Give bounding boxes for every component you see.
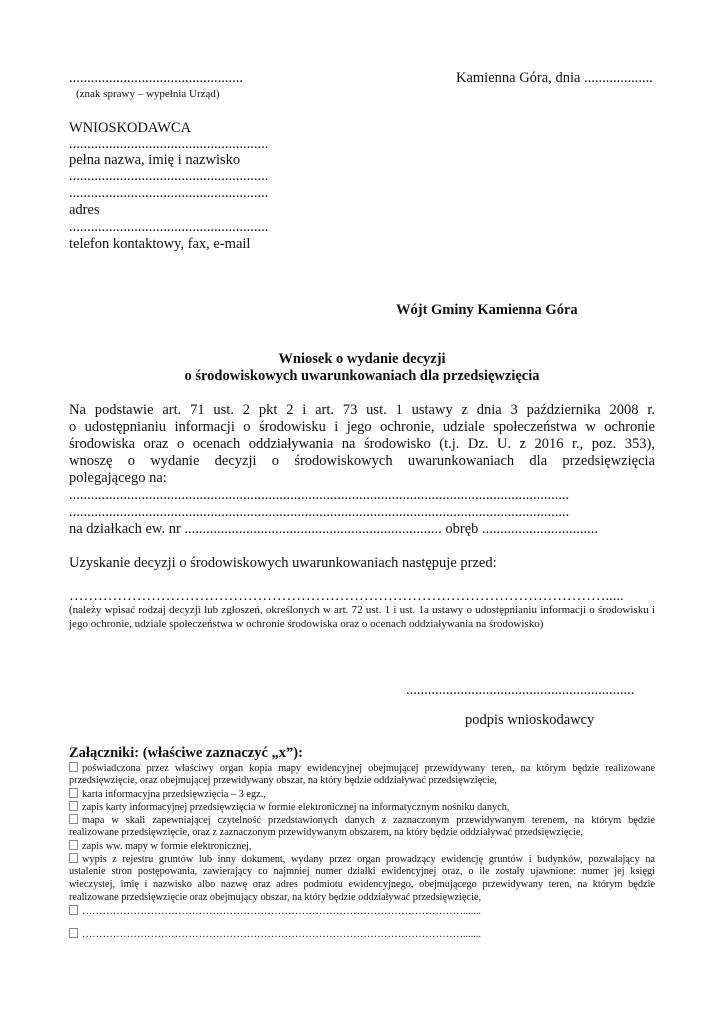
attachment-item-8 (69, 928, 655, 942)
case-number-field[interactable]: ................................................ (69, 70, 243, 86)
checkbox-icon[interactable] (69, 801, 78, 811)
attachment-item-2: karta informacyjna przedsięwzięcia – 3 egz., (69, 788, 655, 802)
applicant-name-label: pełna nazwa, imię i nazwisko (69, 152, 241, 168)
case-number-label: (znak sprawy – wypełnia Urząd) (76, 88, 220, 100)
applicant-contact-label: telefon kontaktowy, fax, e-mail (69, 236, 251, 252)
precinct-field[interactable]: ................................ (482, 521, 599, 537)
attachments-heading: Załączniki: (właściwe zaznaczyć „x”): (69, 745, 303, 761)
signature-field[interactable]: ............................................................... (406, 682, 635, 698)
parcels-line (69, 521, 598, 538)
attachment-item-6-cont-2: wieczystej, imię i nazwisko albo nazwę oraz adres podmiotu ewidencyjnego, obejmującego przewidywany teren, na którym będzie (69, 879, 655, 890)
legal-basis-line-4: wnoszę o wydanie decyzji o środowiskowych uwarunkowaniach dla przedsięwzięcia (69, 453, 655, 469)
checkbox-icon[interactable] (69, 905, 78, 915)
applicant-heading: WNIOSKODAWCA (69, 120, 192, 136)
document-title-line-2: o środowiskowych uwarunkowaniach dla przedsięwzięcia (184, 368, 540, 384)
legal-basis-line-3: środowiska oraz o ocenach oddziaływania na środowisko (t.j. Dz. U. z 2016 r., poz. 353), (69, 436, 655, 452)
checkbox-icon[interactable] (69, 788, 78, 798)
project-description-field-2[interactable]: .......................................................................................................................................... (69, 504, 570, 520)
applicant-address-field-2[interactable]: ....................................................... (69, 185, 269, 201)
attachment-item-6-cont-1: ustalenie stron postępowania, zawierający co najmniej numer działki ewidencyjnej oraz, o ile zostały ujawnione: numer jej księgi (69, 866, 655, 877)
checkbox-icon[interactable] (69, 840, 78, 850)
precinct-label: obręb (445, 521, 479, 537)
attachment-item-3: zapis karty informacyjnej przedsięwzięcia w formie elektronicznej na informatycznym nośniku danych, (69, 801, 655, 815)
attachment-item-1: poświadczona przez właściwy organ kopia mapy ewidencyjnej obejmującej przewidywany teren, na którym będzie realizowane (69, 762, 655, 776)
parcels-field[interactable]: ....................................................................... (184, 521, 442, 537)
attachment-item-4: mapa w skali zapewniającej czytelność przedstawionych danych z zaznaczonym przewidywanym terenem, na którym będzie (69, 814, 655, 828)
legal-basis-line-2: o udostępnianiu informacji o środowisku i jego ochronie, udziale społeczeństwa w ochronie (69, 419, 655, 435)
decision-before-field[interactable]: …………………………………………………………………………………………………..... (69, 588, 624, 604)
attachment-item-6-cont-3: realizowane przedsięwzięcie oraz obejmujący obszar, na który będzie oddziaływać przedsięwzięcie, (69, 892, 482, 903)
legal-basis-line-5: polegającego na: (69, 470, 167, 486)
project-description-field-1[interactable]: .......................................................................................................................................... (69, 487, 570, 503)
document-title-line-1: Wniosek o wydanie decyzji (278, 351, 446, 367)
attachment-item-7 (69, 905, 655, 919)
decision-note: (należy wpisać rodzaj decyzji lub zgłoszeń, określonych w art. 72 ust. 1 i ust. 1a ustawy o udostępnianiu informacji o środowisku i jego ochronie, udziale społeczeństwa w ochronie środowiska oraz o ocenach oddziaływania na środowisko) (69, 604, 655, 630)
signature-label: podpis wnioskodawcy (465, 712, 595, 728)
checkbox-icon[interactable] (69, 853, 78, 863)
attachment-other-field-1[interactable]: …………………………………………………………………………………………………....... (82, 906, 482, 917)
place-date-line[interactable]: Kamienna Góra, dnia ................... (456, 70, 653, 86)
applicant-name-field[interactable]: ....................................................... (69, 136, 269, 152)
applicant-address-field-1[interactable]: ....................................................... (69, 168, 269, 184)
attachment-other-field-2[interactable]: …………………………………………………………………………………………………....... (82, 929, 482, 940)
decision-before-label: Uzyskanie decyzji o środowiskowych uwarunkowaniach następuje przed: (69, 555, 497, 571)
checkbox-icon[interactable] (69, 762, 78, 772)
attachment-item-1-cont: przedsięwzięcie, oraz obejmującej przewidywany obszar, na który będzie oddziaływać przedsięwzięcie, (69, 775, 497, 786)
checkbox-icon[interactable] (69, 814, 78, 824)
legal-basis-line-1: Na podstawie art. 71 ust. 2 pkt 2 i art. 73 ust. 1 ustawy z dnia 3 października 2008 r. (69, 402, 655, 418)
applicant-address-label: adres (69, 202, 100, 218)
checkbox-icon[interactable] (69, 928, 78, 938)
attachment-item-5: zapis ww. mapy w formie elektronicznej, (69, 840, 655, 854)
applicant-contact-field[interactable]: ....................................................... (69, 219, 269, 235)
parcels-label: na działkach ew. nr (69, 521, 181, 537)
addressee: Wójt Gminy Kamienna Góra (396, 302, 578, 318)
attachment-item-6: wypis z rejestru gruntów lub inny dokument, wydany przez organ prowadzący ewidencję gruntów i budynków, pozwalający na (69, 853, 655, 867)
attachment-item-4-cont: realizowane przedsięwzięcie, oraz z zaznaczonym przewidywanym obszarem, na który będzie oddziaływać przedsięwzięcie, (69, 827, 584, 838)
